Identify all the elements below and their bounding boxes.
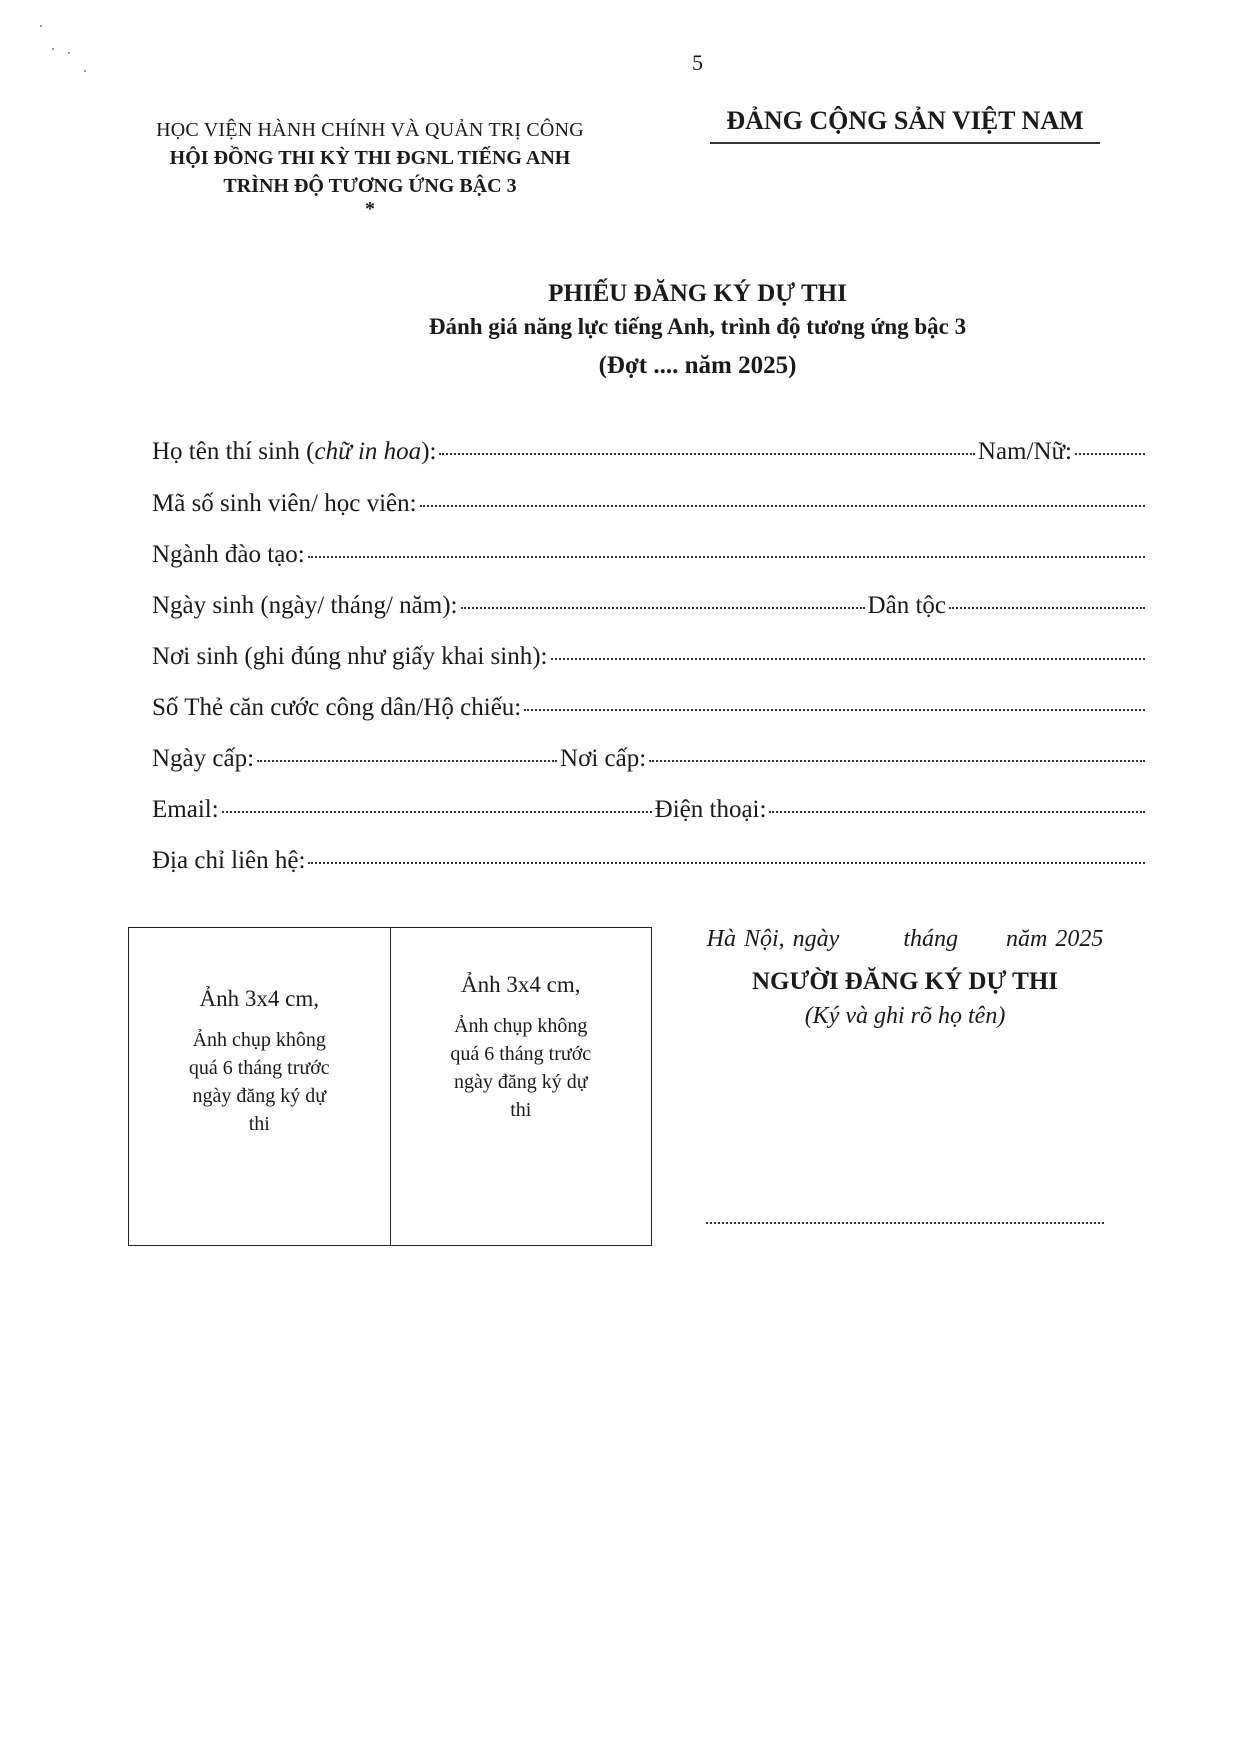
full-name-label: Họ tên thí sinh (chữ in hoa):	[152, 438, 437, 465]
issue-date-dots[interactable]	[257, 760, 557, 762]
party-name-underline	[710, 142, 1100, 144]
party-name: ĐẢNG CỘNG SẢN VIỆT NAM	[726, 106, 1084, 135]
field-student-id[interactable]	[152, 490, 1148, 518]
photo-box-title: Ảnh 3x4 cm,	[199, 986, 319, 1011]
birth-place-dots[interactable]	[551, 658, 1146, 660]
birth-date-dots[interactable]	[461, 607, 865, 609]
field-address[interactable]	[152, 847, 1148, 875]
gender-dots[interactable]	[1075, 453, 1145, 455]
id-card-label: Số Thẻ căn cước công dân/Hộ chiếu:	[152, 694, 522, 721]
header-right	[700, 106, 1110, 144]
photo-box-2[interactable]	[390, 928, 652, 1245]
gender-label: Nam/Nữ:	[977, 438, 1072, 465]
full-name-dots[interactable]	[439, 453, 974, 455]
photo-box-note: Ảnh chụp không quá 6 tháng trước ngày đăng ký dự thi	[188, 1029, 330, 1135]
major-dots[interactable]	[308, 556, 1145, 558]
field-contact[interactable]	[152, 796, 1148, 824]
signature-title: NGƯỜI ĐĂNG KÝ DỰ THI	[751, 968, 1059, 995]
level-name: TRÌNH ĐỘ TƯƠNG ỨNG BẬC 3	[223, 175, 517, 197]
field-birth-date[interactable]	[152, 592, 1148, 620]
header-star: *	[365, 198, 375, 220]
ethnicity-label: Dân tộc	[867, 592, 946, 619]
council-name: HỘI ĐỒNG THI KỲ THI ĐGNL TIẾNG ANH	[169, 147, 571, 169]
form-subtitle: Đánh giá năng lực tiếng Anh, trình độ tương ứng bậc 3	[428, 314, 967, 339]
signature-note: (Ký và ghi rõ họ tên)	[804, 1003, 1006, 1029]
institution-name: HỌC VIỆN HÀNH CHÍNH VÀ QUẢN TRỊ CÔNG	[156, 119, 584, 141]
form-round: (Đợt .... năm 2025)	[598, 352, 797, 379]
issue-date-label: Ngày cấp:	[152, 745, 255, 772]
scan-speck	[40, 25, 42, 27]
ethnicity-dots[interactable]	[949, 607, 1145, 609]
address-dots[interactable]	[308, 862, 1145, 864]
field-issue[interactable]	[152, 745, 1148, 773]
birth-place-label: Nơi sinh (ghi đúng như giấy khai sinh):	[152, 643, 548, 670]
photo-box-1[interactable]	[129, 928, 390, 1245]
field-major[interactable]	[152, 541, 1148, 569]
email-dots[interactable]	[222, 811, 652, 813]
birth-date-label: Ngày sinh (ngày/ tháng/ năm):	[152, 592, 458, 619]
id-card-dots[interactable]	[524, 709, 1145, 711]
signature-date: Hà Nội, ngày tháng năm 2025	[706, 926, 1104, 952]
student-id-label: Mã số sinh viên/ học viên:	[152, 490, 417, 517]
photo-box-title: Ảnh 3x4 cm,	[461, 972, 581, 997]
address-label: Địa chỉ liên hệ:	[152, 847, 306, 874]
field-id-card[interactable]	[152, 694, 1148, 722]
major-label: Ngành đào tạo:	[152, 541, 305, 568]
photo-box-note: Ảnh chụp không quá 6 tháng trước ngày đăng ký dự thi	[450, 1015, 592, 1121]
issue-place-dots[interactable]	[649, 760, 1145, 762]
email-label: Email:	[152, 796, 219, 823]
field-full-name[interactable]	[152, 438, 1148, 466]
page-number: 5	[692, 50, 703, 75]
form-title: PHIẾU ĐĂNG KÝ DỰ THI	[548, 280, 847, 307]
header-left	[130, 116, 610, 218]
issue-place-label: Nơi cấp:	[560, 745, 647, 772]
phone-dots[interactable]	[769, 811, 1145, 813]
field-birth-place[interactable]	[152, 643, 1148, 671]
student-id-dots[interactable]	[420, 505, 1145, 507]
photo-box-table	[128, 927, 652, 1246]
signature-line[interactable]	[706, 1222, 1104, 1224]
phone-label: Điện thoại:	[654, 796, 767, 823]
